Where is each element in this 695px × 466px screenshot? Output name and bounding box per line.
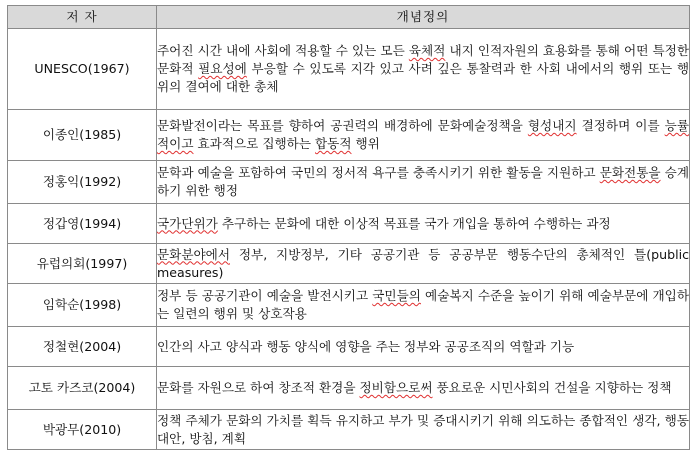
header-definition: 개념정의: [157, 6, 690, 29]
definition-cell: [157, 204, 690, 244]
definition-cell: [157, 284, 690, 327]
spellcheck-flagged-text: 필요성에: [198, 61, 247, 76]
definition-table: [7, 5, 690, 450]
spellcheck-flagged-text: 육체적: [408, 43, 446, 58]
author-cell: 정갑영(1994): [8, 204, 157, 244]
author-cell: 고토 카즈코(2004): [8, 367, 157, 410]
header-author: 저 자: [8, 6, 157, 29]
table-row: [8, 29, 690, 110]
spellcheck-flagged-text: 형성내지: [527, 118, 577, 133]
definition-cell: [157, 244, 690, 284]
definition-cell: [157, 327, 690, 367]
definition-text: 효과적으로 집행하는: [193, 136, 315, 151]
definition-text: 예술복지 수준을 높이기 위해 예술부문에 개입하는 일련의 행위 및 상호작용: [157, 288, 689, 321]
spellcheck-flagged-text: 국가단위가: [157, 215, 218, 231]
definition-text: 정부 등 공공기관이 예술을 발전시키고: [157, 288, 373, 303]
definition-text: 인간의 사고 양식과 행동 양식에 영향을 주는 정부와 공공조직의 역할과 기능: [157, 338, 575, 354]
definition-text: 추구하는 문화에 대한 이상적 목표를 국가 개입을 통하여 수행하는 과정: [217, 215, 611, 231]
definition-text: 부응할 수 있도록 지각 있고 사려 깊은 통찰력과 한 사회 내에서의 행위 또는 행위의 결여에 대한 총체: [157, 61, 690, 94]
definition-text: 행위: [351, 136, 380, 151]
author-cell: 유럽의회(1997): [8, 244, 157, 284]
definition-text: 결정하며 이를: [576, 118, 665, 133]
definition-text: 문화를 자원으로 하여 창조적 환경을: [157, 380, 360, 395]
table-row: [8, 204, 690, 244]
table-row: [8, 244, 690, 284]
definition-cell: [157, 110, 690, 161]
spellcheck-flagged-text: 능률적이고: [157, 118, 689, 151]
definition-cell: [157, 161, 690, 204]
definition-cell: [157, 29, 690, 110]
definition-cell: [157, 410, 690, 450]
author-cell: 박광무(2010): [8, 410, 157, 450]
spellcheck-flagged-text: 합동적: [315, 136, 352, 151]
definition-text: 주어진 시간 내에 사회에 적용할 수 있는 모든: [157, 43, 409, 58]
definition-text: 승계하기 위한 행정: [157, 165, 689, 198]
author-cell: 이종인(1985): [8, 110, 157, 161]
spellcheck-flagged-text: 문화분야에서: [157, 246, 230, 262]
table-row: [8, 284, 690, 327]
author-cell: 정홍익(1992): [8, 161, 157, 204]
definition-text: 문화발전이라는 목표를 향하여 공권력의 배경하에 문화예술정책을: [157, 118, 528, 133]
table-row: [8, 367, 690, 410]
spellcheck-flagged-text: 정비함으로써: [359, 380, 433, 395]
spellcheck-flagged-text: 문화전통을: [599, 165, 661, 180]
header-row: [8, 6, 690, 29]
definition-text: 문학과 예술을 포함하여 국민의 정서적 욕구를 충족시키기 위한 활동을 지원하고: [157, 165, 600, 180]
author-cell: 임학순(1998): [8, 284, 157, 327]
table-row: [8, 110, 690, 161]
definition-text: 내지 인적자원의 효용화를 통해 어떤 특정한 문화적: [157, 43, 689, 76]
author-cell: 정철현(2004): [8, 327, 157, 367]
table-row: [8, 410, 690, 450]
definition-text: 정부, 지방정부, 기타 공공기관 등 공공부문 행동수단의 총체적인 틀(public measures): [157, 246, 689, 280]
spellcheck-flagged-text: 국민들의: [372, 288, 421, 303]
table-row: [8, 161, 690, 204]
definition-cell: [157, 367, 690, 410]
definition-text: 풍요로운 시민사회의 건설을 지향하는 정책: [432, 380, 672, 395]
author-cell: UNESCO(1967): [8, 29, 157, 110]
table-row: [8, 327, 690, 367]
definition-text: 정책 주체가 문화의 가치를 획득 유지하고 부가 및 증대시키기 위해 의도하는 종합적인 생각, 행동 대안, 방침, 계획: [157, 412, 689, 446]
